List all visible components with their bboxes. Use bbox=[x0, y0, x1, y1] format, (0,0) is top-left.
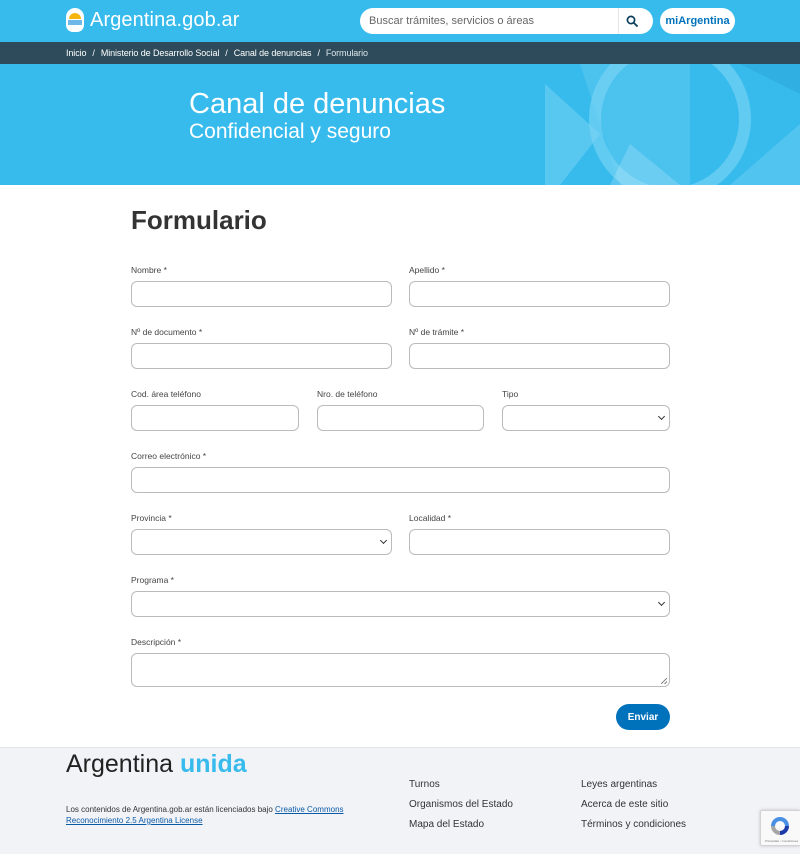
correo-field[interactable] bbox=[131, 467, 670, 493]
telefono-field[interactable] bbox=[317, 405, 484, 431]
breadcrumb-bar bbox=[0, 42, 800, 64]
breadcrumb-item-ministerio[interactable]: Ministerio de Desarrollo Social bbox=[100, 48, 220, 58]
footer-logo bbox=[66, 750, 247, 779]
descripcion-label: Descripción * bbox=[131, 637, 182, 647]
form-title: Formulario bbox=[131, 205, 267, 235]
footer-links-column-1 bbox=[409, 775, 513, 835]
top-header bbox=[0, 0, 800, 42]
localidad-field[interactable] bbox=[409, 529, 670, 555]
footer-link-mapa[interactable]: Mapa del Estado bbox=[409, 819, 485, 830]
hero-subtitle: Confidencial y seguro bbox=[189, 120, 391, 143]
license-text: Los contenidos de Argentina.gob.ar están licenciados bajo bbox=[66, 805, 276, 814]
nombre-field[interactable] bbox=[131, 281, 392, 307]
search-button[interactable] bbox=[618, 8, 644, 34]
chevron-down-icon bbox=[380, 537, 387, 544]
footer-link-organismos[interactable]: Organismos del Estado bbox=[409, 799, 513, 810]
hero-title: Canal de denuncias bbox=[189, 88, 446, 120]
tramite-label: Nº de trámite * bbox=[409, 327, 465, 337]
hero-banner bbox=[0, 64, 800, 185]
breadcrumb-separator: / bbox=[317, 48, 320, 58]
license-notice bbox=[66, 804, 366, 826]
resize-handle-icon[interactable] bbox=[661, 678, 667, 684]
cod-area-label: Cod. área teléfono bbox=[131, 389, 201, 399]
submit-button[interactable]: Enviar bbox=[616, 704, 670, 730]
recaptcha-badge[interactable] bbox=[760, 810, 800, 846]
site-brand-link[interactable] bbox=[66, 8, 239, 32]
apellido-field[interactable] bbox=[409, 281, 670, 307]
nombre-label: Nombre * bbox=[131, 265, 167, 275]
site-name: Argentina.gob.ar bbox=[90, 8, 240, 31]
footer-link-leyes[interactable]: Leyes argentinas bbox=[581, 779, 658, 790]
documento-field[interactable] bbox=[131, 343, 392, 369]
provincia-label: Provincia * bbox=[131, 513, 172, 523]
tipo-label: Tipo bbox=[502, 389, 519, 399]
search-icon bbox=[626, 15, 638, 27]
breadcrumb-item-current: Formulario bbox=[325, 48, 368, 58]
footer-link-terminos[interactable]: Términos y condiciones bbox=[581, 819, 687, 830]
footer bbox=[0, 747, 800, 854]
chevron-down-icon bbox=[658, 599, 665, 606]
programa-select[interactable] bbox=[131, 591, 670, 617]
cod-area-field[interactable] bbox=[131, 405, 299, 431]
apellido-label: Apellido * bbox=[409, 265, 445, 275]
documento-label: Nº de documento * bbox=[131, 327, 203, 337]
coat-of-arms-icon bbox=[66, 8, 84, 32]
footer-logo-text: Argentina bbox=[66, 750, 174, 778]
recaptcha-text: Privacidad - Condiciones bbox=[765, 839, 799, 843]
license-link[interactable]: Creative Commons Reconocimiento 2.5 Argentina License bbox=[66, 805, 344, 825]
footer-links-column-2 bbox=[581, 775, 686, 835]
breadcrumb bbox=[66, 48, 368, 58]
descripcion-textarea[interactable] bbox=[131, 653, 670, 687]
tramite-field[interactable] bbox=[409, 343, 670, 369]
footer-link-turnos[interactable]: Turnos bbox=[409, 779, 440, 790]
recaptcha-icon bbox=[769, 815, 791, 837]
footer-logo-accent: unida bbox=[179, 750, 247, 778]
mi-argentina-button[interactable]: miArgentina bbox=[660, 8, 735, 34]
breadcrumb-separator: / bbox=[92, 48, 95, 58]
search-box bbox=[360, 8, 653, 34]
search-input[interactable] bbox=[360, 8, 618, 34]
chevron-down-icon bbox=[658, 413, 665, 420]
hero-decoration bbox=[540, 64, 800, 185]
localidad-label: Localidad * bbox=[409, 513, 452, 523]
correo-label: Correo electrónico * bbox=[131, 451, 207, 461]
footer-link-acerca[interactable]: Acerca de este sitio bbox=[581, 799, 669, 810]
breadcrumb-item-canal[interactable]: Canal de denuncias bbox=[233, 48, 312, 58]
breadcrumb-item-inicio[interactable]: Inicio bbox=[66, 48, 87, 58]
tipo-select[interactable] bbox=[502, 405, 670, 431]
telefono-label: Nro. de teléfono bbox=[317, 389, 378, 399]
breadcrumb-separator: / bbox=[225, 48, 228, 58]
programa-label: Programa * bbox=[131, 575, 174, 585]
provincia-select[interactable] bbox=[131, 529, 392, 555]
